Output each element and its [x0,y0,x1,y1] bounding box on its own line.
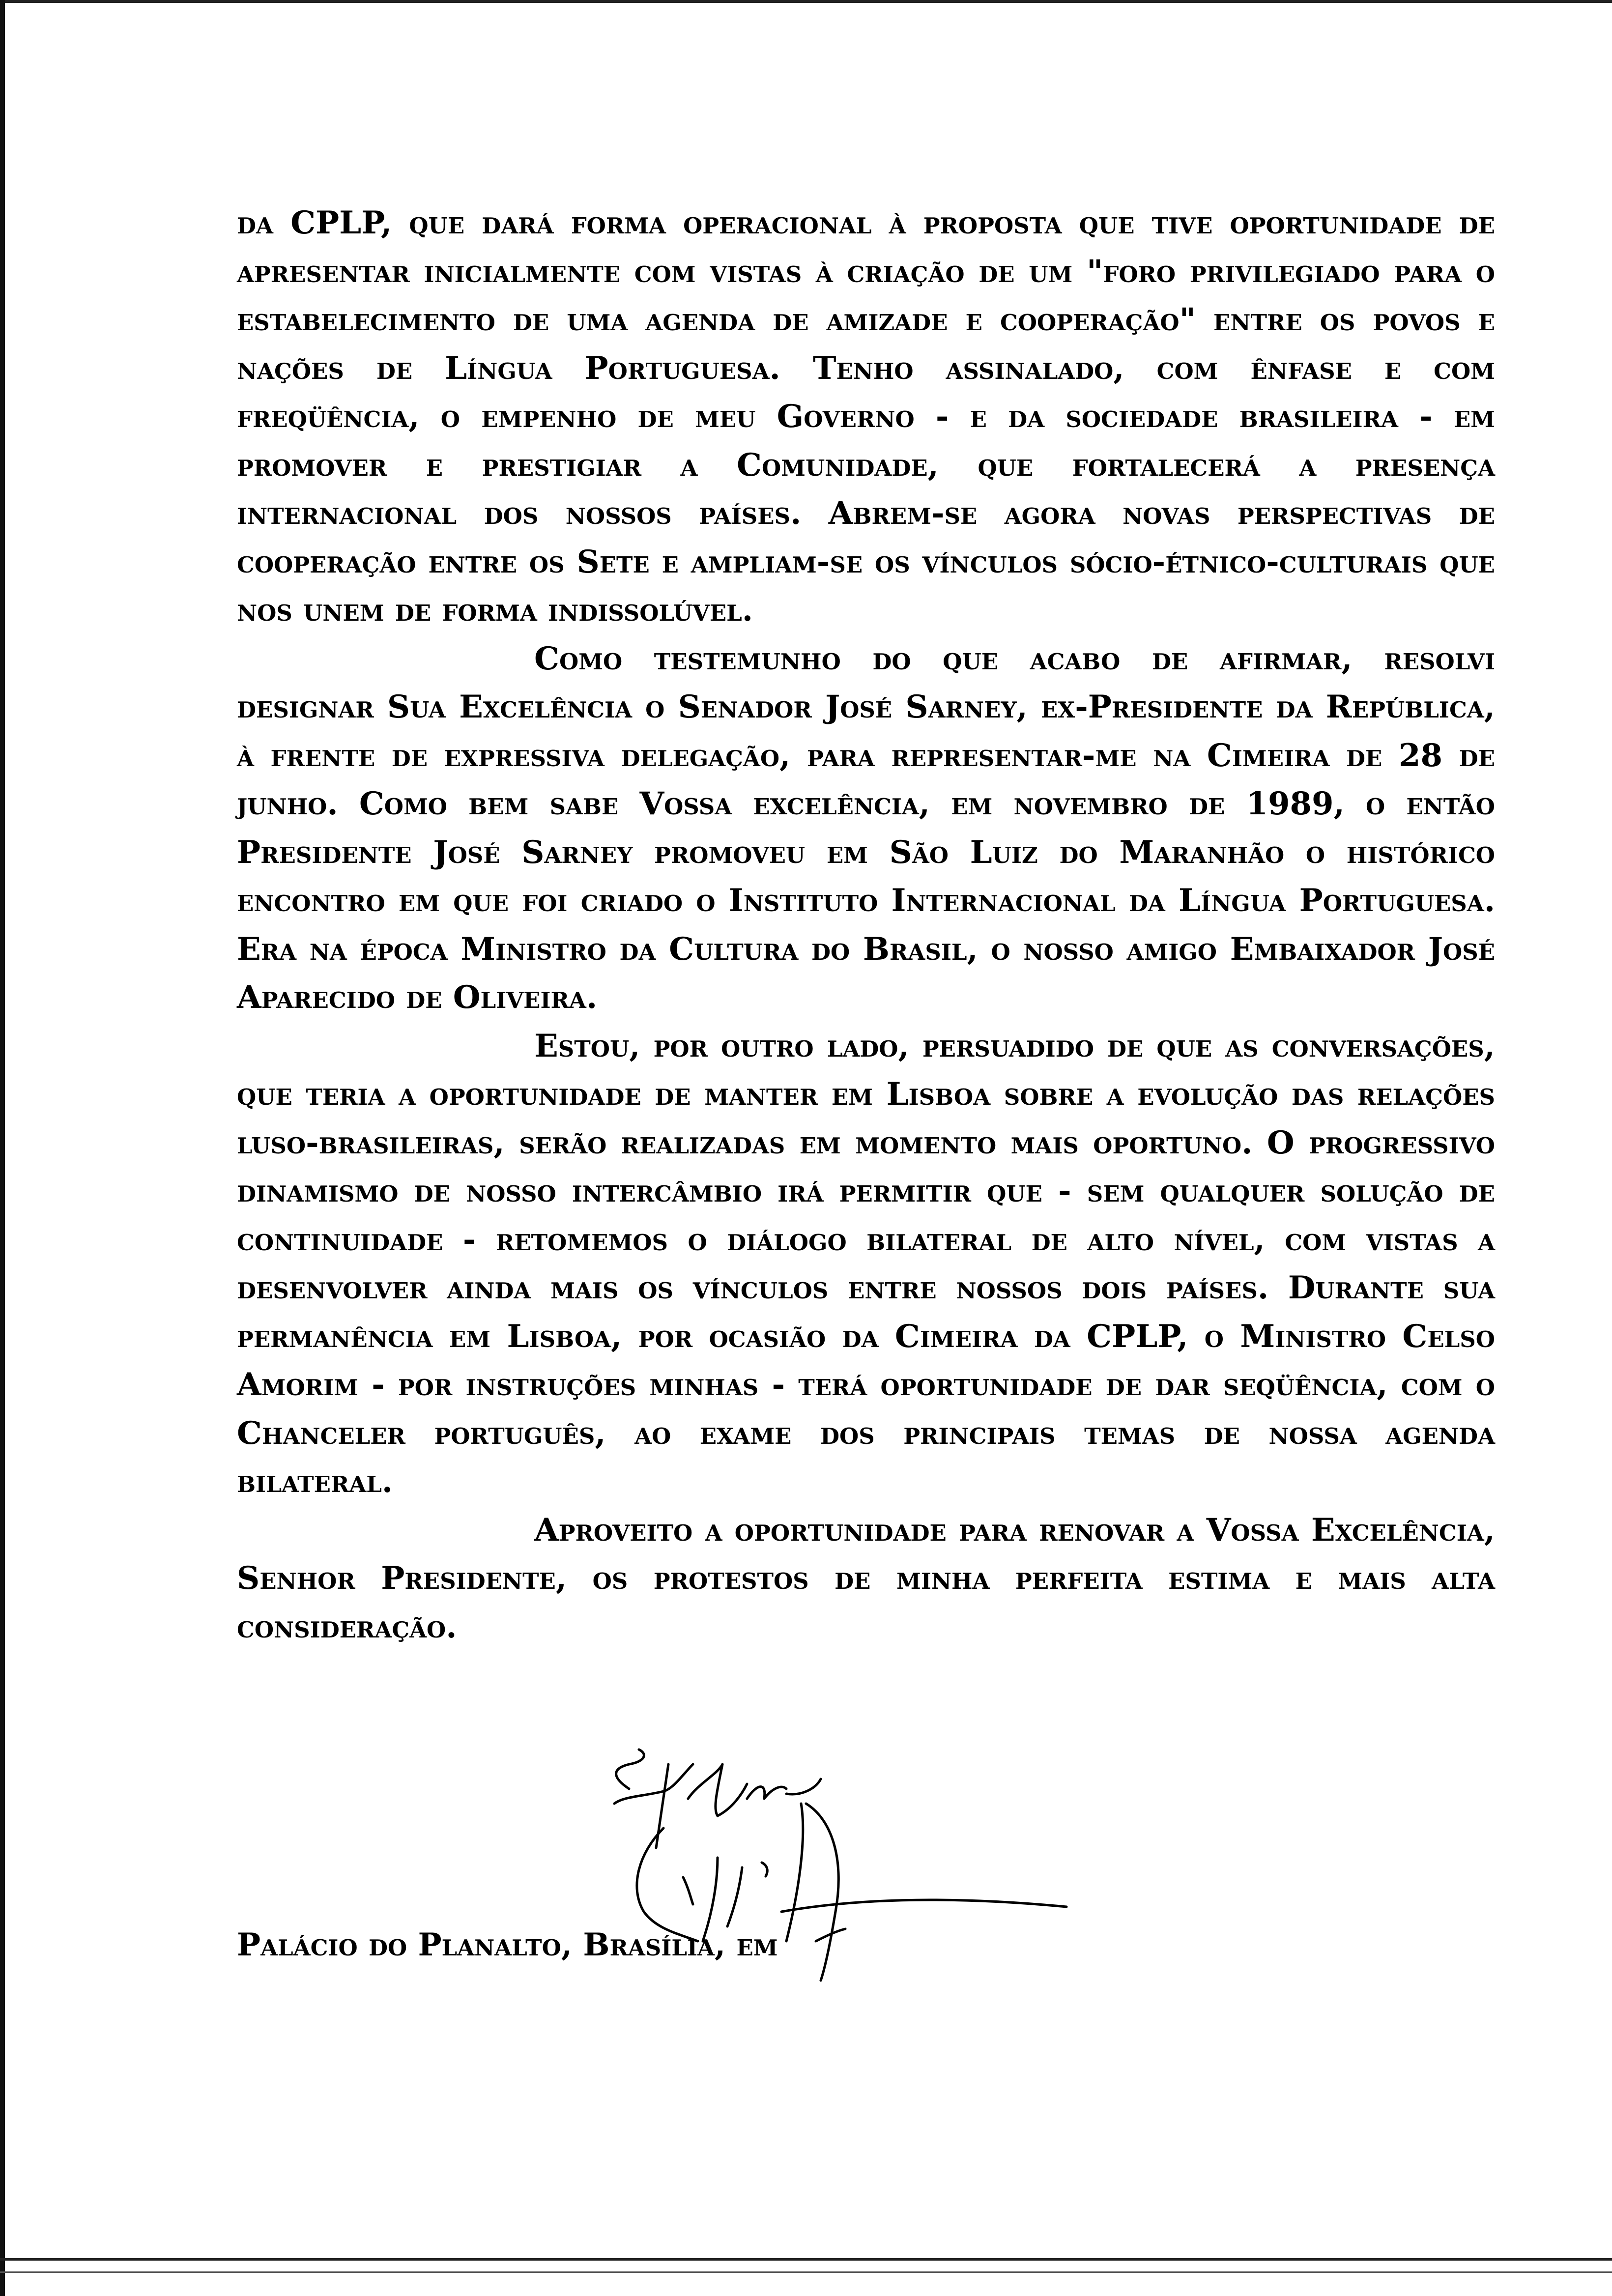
letter-body [237,199,1495,1651]
bottom-scan-rule [0,2258,1612,2261]
top-scan-edge [0,0,1612,3]
bottom-scan-rule-secondary [0,2271,1612,2273]
paragraph-delegation: Como testemunho do que acabo de afirmar, resolvi designar Sua Excelência o Senador José Sarney, ex-Presidente da República, à frente de expressiva delegação, para representar-me na Cimeira de 28 de junho. Como bem sabe Vossa excelência, em novembro de 1989, o então Presidente José Sarney promoveu em São Luiz do Maranhão o histórico encontro em que foi criado o Instituto Internacional da Língua Portuguesa. Era na época Ministro da Cultura do Brasil, o nosso amigo Embaixador José Aparecido de Oliveira. [237,640,1496,1016]
paragraph-continuation: da CPLP, que dará forma operacional à proposta que tive oportunidade de apresentar inicialmente com vistas à criação de um "foro privilegiado para o estabelecimento de uma agenda de amizade e cooperação" entre os povos e nações de Língua Portuguesa. Tenho assinalado, com ênfase e com freqüência, o empenho de meu Governo - e da sociedade brasileira - em promover e prestigiar a Comunidade, que fortalecerá a presença internacional dos nossos países. Abrem-se agora novas perspectivas de cooperação entre os Sete e ampliam-se os vínculos sócio-étnico-culturais que nos unem de forma indissolúvel. [237,204,1495,629]
paragraph-bilateral: Estou, por outro lado, persuadido de que as conversações, que teria a oportunidade de manter em Lisboa sobre a evolução das relações luso-brasileiras, serão realizadas em momento mais oportuno. O progressivo dinamismo de nosso intercâmbio irá permitir que - sem qualquer solução de continuidade - retomemos o diálogo bilateral de alto nível, com vistas a desenvolver ainda mais os vínculos entre nossos dois países. Durante sua permanência em Lisboa, por ocasião da Cimeira da CPLP, o Ministro Celso Amorim - por instruções minhas - terá oportunidade de dar seqüência, com o Chanceler português, ao exame dos principais temas de nossa agenda bilateral. [237,1027,1495,1500]
paragraph-salutation: Aproveito a oportunidade para renovar a Vossa Excelência, Senhor Presidente, os protestos de minha perfeita estima e mais alta consideração. [237,1511,1495,1645]
closing-place-date: Palácio do Planalto, Brasília, em [237,1926,778,1963]
left-scan-edge [0,0,5,2296]
